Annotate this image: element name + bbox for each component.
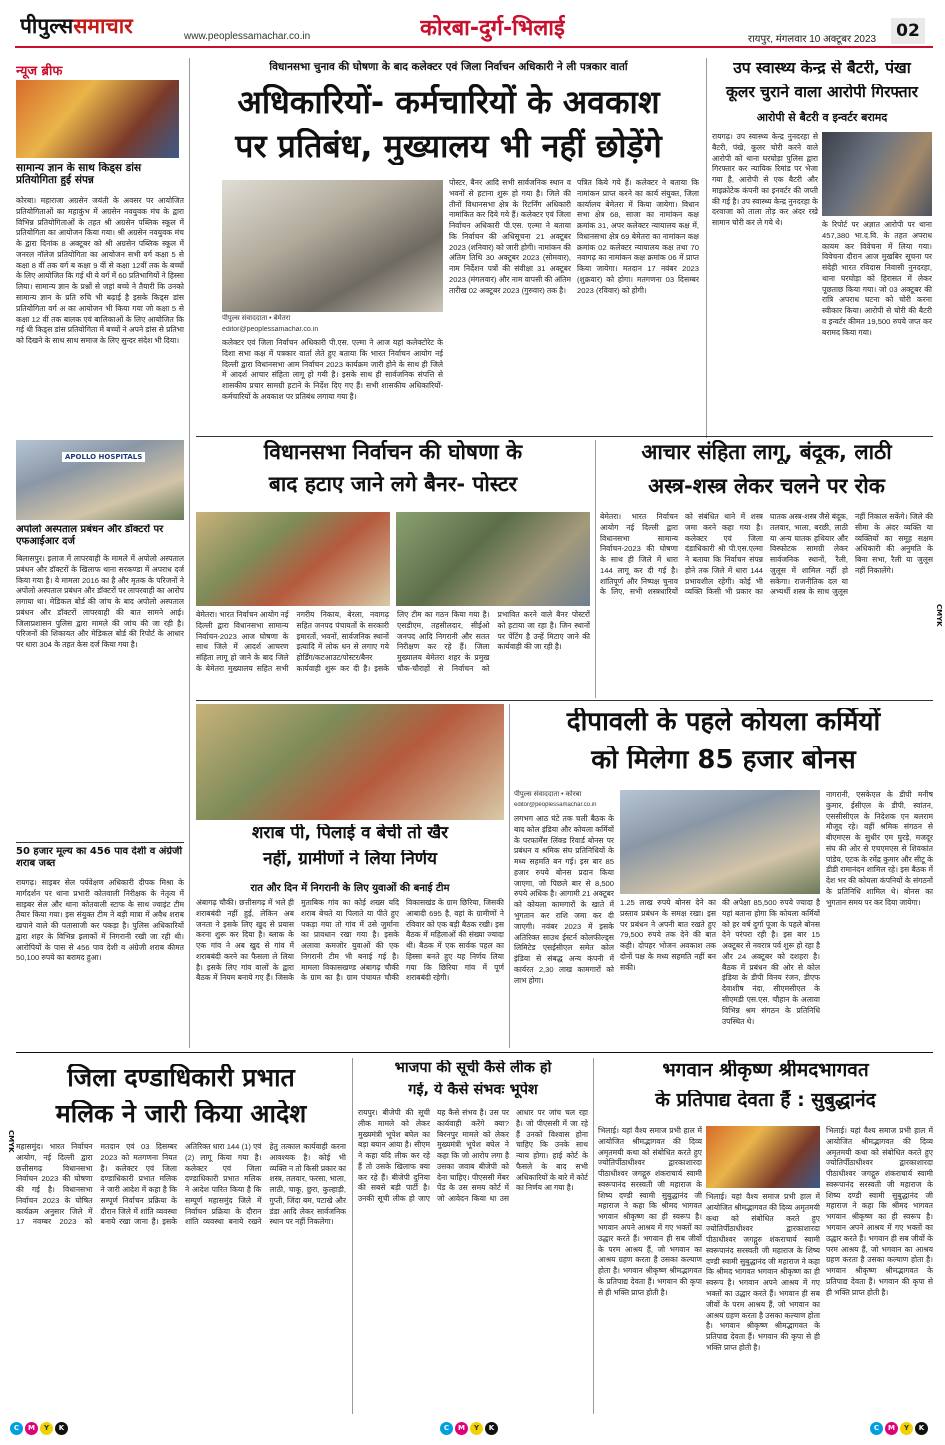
lead-byline: पीपुल्स संवाददाता • बेमेतरा xyxy=(222,315,291,322)
weapons-body: बेमेतरा। भारत निर्वाचन आयोग नई दिल्ली द्वारा विधानसभा सामान्य निर्वाचन-2023 की घोषणा के साथ ही जिले में धारा 144 लागू कर दी गई है। शांतिपूर्ण और निष्पक्ष चुनाव के लिए, सभी शस्त्रधारियों को संबंधित थाने में शस्त्र जमा करने कहा गया है। कलेक्टर एवं जिला दंडाधिकारी श्री पी.एस.एल्मा ने बताया कि निर्वाचन संपन्न होने तक जिले में धारा 144 प्रभावशील रहेगी। कोई भी व्यक्ति किसी भी प्रकार का घातक अस्त्र-शस्त्र जैसे बंदूक, तलवार, भाला, बरछी, लाठी या अन्य घातक हथियार और विस्फोटक सामग्री लेकर सार्वजनिक स्थानों, रैली, जुलूस में शामिल नहीं हो सकेगा। राजनीतिक दल या अभ्यर्थी शस्त्र के साथ जुलूस नहीं निकाल सकेंगे। जिले की सीमा के अंदर व्यक्ति या व्यक्तियों का समूह सक्षम अधिकारी की अनुमति के बिना सभा, रैली या जुलूस नहीं निकालेंगे। xyxy=(600,512,933,597)
liquor-headline-2[interactable]: नहीं, ग्रामीणों ने लिया निर्णय xyxy=(263,850,437,869)
magenta-dot: M xyxy=(885,1422,898,1435)
theft-headline-1[interactable]: उप स्वास्थ्य केन्द्र से बैटरी, पंखा xyxy=(733,60,911,77)
bonus-col-3: नागरानी, एसकेएल के डीपी मनीष कुमार, ईसीएल के डीपी, स्वांतन, एससीसीएल के निदेशक एन बलराम मौजूद रहे। वहीं श्रमिक संगठन से बीएमएस के सुधीर एम घुरड़े, मजदूर संघ की ओर से एचएमएस से शिवकांत पांडेय, एटक के रमेंद्र कुमार और सीटू के डीडी रामानंदन शामिल रहे। इस बैठक में देश भर की कोयला कंपनियों के संगठनों के प्रतिनिधि शामिल थे। बोनस का भुगतान समय पर कर दिया जायेगा। xyxy=(826,790,933,907)
krishna-body-c: भिलाई। यहां वैश्य समाज प्रभी हाल में आयोजित श्रीमद्भागवत की दिव्य अमृतमयी कथा को संबोधित करते हुए ज्योतिर्पीठाधीश्वर द्वारकाशारदा पीठाधीश्वर जगद्गुरु शंकराचार्य स्वामी स्वरूपानंद सरस्वती जी महाराज के शिष्य दण्डी स्वामी सुबुद्धानंद जी महाराज ने कहा कि श्रीमद भागवत भगवान श्रीकृष्ण का ही स्वरूप है। भगवान अपने आश्रय में गए भक्तों का उद्धार करते हैं। भगवान ही सब जीवों के परम आश्रय हैं, जो भगवान का आश्रय ग्रहण करता है उसका कल्याण होता है। भगवान श्रीकृष्ण श्रीमद्भागवत के प्रतिपाद्य देवता हैं। भगवान की कृपा से ही भक्ति प्राप्त होती है। xyxy=(826,1126,933,1297)
magenta-dot: M xyxy=(455,1422,468,1435)
krishna-body-b: भिलाई। यहां वैश्य समाज प्रभी हाल में आयोजित श्रीमद्भागवत की दिव्य अमृतमयी कथा को संबोधित करते हुए ज्योतिर्पीठाधीश्वर द्वारकाशारदा पीठाधीश्वर जगद्गुरु शंकराचार्य स्वामी स्वरूपानंद सरस्वती जी महाराज के शिष्य दण्डी स्वामी सुबुद्धानंद जी महाराज ने कहा कि श्रीमद भागवत भगवान श्रीकृष्ण का ही स्वरूप है। भगवान अपने आश्रय में गए भक्तों का उद्धार करते हैं। भगवान ही सब जीवों के परम आश्रय हैं, जो भगवान का आश्रय ग्रहण करता है उसका कल्याण होता है। भगवान श्रीकृष्ण श्रीमद्भागवत के प्रतिपाद्य देवता हैं। भगवान की कृपा से ही भक्ति प्राप्त होती है। xyxy=(706,1192,820,1352)
black-dot: K xyxy=(55,1422,68,1435)
liquor-headline-1[interactable]: शराब पी, पिलाई व बेची तो खैर xyxy=(251,824,449,843)
theft-col-1: रायगढ़। उप स्वास्थ्य केन्द्र नुनदरहा से बैटरी, पंखे, कूलर चोरी करने वाले आरोपी को थाना घरघोड़ा पुलिस द्वारा गिरफ्तार कर न्यायिक रिमांड पर भेजा गया है, आरोपी से एक बैटरी और माइक्रोटेक कंपनी का इनवर्टर की जप्ती की गई है। उप स्वास्थ्य केन्द्र नुनदरहा के दरवाजा को ताला तोड़ कर अंदर रखे सामान चोरी कर ले गये थे। xyxy=(712,132,818,228)
brief-1-title[interactable]: सामान्य ज्ञान के साथ किड्स डांस प्रतियोगिता हुई संपन्न xyxy=(16,162,142,187)
brief-2-title[interactable]: अपोलो अस्पताल प्रबंधन और डॉक्टरों पर एफआईआर दर्ज xyxy=(16,524,164,547)
edition-city: कोरबा-दुर्ग-भिलाई xyxy=(420,16,565,41)
banner-headline-2[interactable]: बाद हटाए जाने लगे बैनर- पोस्टर xyxy=(268,472,518,496)
brief-1-body: कोरबा। महाराजा अग्रसेन जयंती के अवसर पर आयोजित प्रतियोगिताओं का महाकुंभ में अग्रसेन नवयुवक मंच के द्वारा विभिन्न प्रतियोगिताओं के तहत श्री अग्रसेन पब्लिक स्कूल में प्रतियोगिता का आयोजन किया गया। श्री अग्रसेन नवयुवक मंच के द्वारा दिनांक 8 अक्टूबर को श्री अग्रसेन पब्लिक स्कूल में जनरल नॉलेज प्रतियोगिता का आयोजन सभी वर्ग कक्षा 5 से कक्षा 8 वीं तक वर्ग ब कक्षा 9 वीं से कक्षा 12वीं तक के बच्चों के लिए आयोजित कि गई थी ये वर्ग में 60 प्रतिभागियों ने हिस्सा लिया। सामान्य ज्ञान के प्रश्नों से जहां बच्चे ने तैयारी कि उनको सामान्य ज्ञान के प्रति रुचि भी बढ़ाई है इसके किड्स डांस प्रतियोगिता वर्ग अ का आयोजन भी किया गया जो कक्षा 5 से कक्षा 12 वीं तक बालक एवं बालिकाओं के लिए आयोजित कि गई थी किड्स डांस प्रतियोगिता में बच्चों ने अपने डांस से प्रतिभा को दिखने के साथ साथ समाज के लिए सुन्दर संदेश भी दिया। xyxy=(16,196,184,346)
theft-col-2: के रिपोर्ट पर अज्ञात आरोपी पर थाना 457,380 भा.द.वि. के तहत अपराध कायम कर विवेचना में लिया गया। विवेचना दौरान आज मुखबिर सूचना पर संदेही भारत रविदास निवासी नुनदरहा, थाना घरघोड़ा को हिरासत में लेकर पूछताछ किया गया। जो 03 अक्टूबर की रात्रि अपराध घटना को चोरी करना स्वीकार किया। आरोपी से चोरी की बैटरी व इन्वर्टर कीमत 19,500 रुपये जप्त कर बरामद किया गया। xyxy=(822,220,932,337)
cmyk-side-mark-left: CMYK xyxy=(7,1130,15,1153)
divider xyxy=(196,436,933,437)
bhagwat-katha-photo xyxy=(706,1126,820,1188)
meeting-photo xyxy=(620,790,820,894)
theft-headline-2[interactable]: कूलर चुराने वाला आरोपी गिरफ्तार xyxy=(726,84,918,101)
lead-email[interactable]: editor@peoplessamachar.co.in xyxy=(222,326,319,333)
column-rule xyxy=(352,1058,353,1414)
brief-2-body: बिलासपुर। इलाज में लापरवाही के मामले में अपोलो अस्पताल प्रबंधन और डॉक्टरों के खिलाफ थाना सरकण्डा में अपराध दर्ज किया गया है। ये मामला 2016 का है और मृतक के परिजनों ने अपोलो अस्पताल प्रबंधन और डॉक्टरों पर लापरवाही का आरोप लगाया था। मेडिकल बोर्ड की जांच के बाद अपोलो अस्पताल प्रबंधन और डॉक्टरों लापरवाही की बात सामने आई। जिलाप्रशासन पुलिस द्वारा मामले की जांच की जा रही है। परिजनों की शिकायत और मेडिकल बोर्ड की रिपोर्ट के आधार पर धारा 304 के तहत केस दर्ज किया गया है। xyxy=(16,554,184,650)
divider xyxy=(16,1052,933,1053)
website-url[interactable]: www.peoplessamachar.co.in xyxy=(184,31,311,42)
bjp-body: रायपुर। बीजेपी की सूची लीक मामले को लेकर मुख्यमंत्री भूपेश बघेल का बड़ा बयान आया है। सीएम ने कहा यदि लीक कर रहे हैं तो उसके खिलाफ क्या कर रहे हैं। बीजेपी दुनिया की सबसे बड़ी पार्टी है। उनकी सूची लीक हो जाए यह कैसे संभव है। उस पर कार्यवाही करेंगे क्या? बिरनपुर मामले को लेकर मुख्यमंत्री भूपेश बघेल ने कहा कि जो आरोप लगा है उसका जवाब बीजेपी को देना चाहिए। पीएससी मेंबर पेंड के उस समय कोर्ट में जो आवेदन किया था उस आधार पर जांच चल रहा है। जो पीएससी में जा रहे हैं उनको विश्वास होना चाहिए कि उनके साथ न्याय होगा। हाई कोर्ट के फैसले के बाद सभी अधिकारियों के बारे में कोर्ट का निर्णय आ गया है। xyxy=(358,1108,588,1204)
newspaper-logo[interactable] xyxy=(20,12,160,42)
villagers-photo xyxy=(196,704,504,820)
column-rule xyxy=(509,704,510,1048)
liquor-body: अंबागढ़ चौकी। छत्तीसगढ़ में भले ही शराबबंदी नहीं हुई, लेकिन अब जनता ने इसके लिए खुद से प्रयास करना शुरू कर दिया है। ब्लाक के एक गांव ने अब खुद से गांव में शराबबंदी करने का फैसला ले लिया है। इसके लिए गांव वालों के द्वारा बैठक में नियम बनाये गए हैं। जिसके मुताबिक गांव का कोई शख्स यदि शराब बेचते या पिलाते या पीते हुए पकड़ा गया तो गांव में उसे जुर्माना का प्रावधान रखा गया है। इसके अलावा कमजोर युवाओं की एक निगरानी टीम भी बनाई गई है। मामला विकासखण्ड अंबागढ़ चौकी के ग्राम का है। ग्राम पंचायत चौकी विकासखंड के ग्राम छिरिया, जिसकी आबादी 695 है, वहां के ग्रामीणों ने रविवार को एक बड़ी बैठक रखी। इस बैठक में महिलाओं की संख्या ज्यादा थी। बैठक में एक सार्वक पहल का हिस्सा बनते हुए यह निर्णय लिया गया कि छिरिया गांव में पूर्ण शराबबंदी रहेगी। xyxy=(196,898,504,983)
black-dot: K xyxy=(485,1422,498,1435)
bonus-col-1: लगभग आठ घंटे तक चली बैठक के बाद कोल इंडिया और कोयला कर्मियों के परफार्मेंस लिंक्ड रिवार्ड बोनस पर प्रबंधन व श्रमिक संघ प्रतिनिधियों के मध्य सहमति बन गई। इस बार 85 हजार रुपये बोनस प्रदान किया जाएगा, जो पिछले बार से 8,500 रुपये अधिक है। आगामी 21 अक्टूबर को कोयला कामगारों के खाते में भुगतान कर राशि जमा कर दी जाएगी। नवंबर 2023 में इसके अतिरिक्त साउथ ईस्टर्न कोलफील्ड्स लिमिटेड एसईसीएल समेत कोल इंडिया से संबद्ध अन्य कंपनी में कार्यरत 2,30 लाख कामगारों को लाभ होगा। xyxy=(514,814,614,985)
bjp-headline-2[interactable]: गई, ये कैसे संभवः भूपेश xyxy=(408,1082,538,1098)
lead-headline-1[interactable]: अधिकारियों- कर्मचारियों के अवकाश xyxy=(237,84,660,121)
cyan-dot: C xyxy=(10,1422,23,1435)
header-rule xyxy=(15,46,933,48)
masthead xyxy=(0,0,945,48)
krishna-headline-2[interactable]: के प्रतिपाद्य देवता हैं : सुबुद्धानंद xyxy=(655,1090,876,1111)
registration-marks xyxy=(870,1422,928,1435)
bjp-headline-1[interactable]: भाजपा की सूची कैसे लीक हो xyxy=(394,1060,552,1076)
logo-second-text: समाचार xyxy=(73,13,133,38)
brief-3-title[interactable]: 50 हजार मूल्य का 456 पाव देशी व अंग्रेजी शराब जब्त xyxy=(16,846,183,869)
column-rule xyxy=(189,58,190,1048)
krishna-headline-1[interactable]: भगवान श्रीकृष्ण श्रीमदभागवत xyxy=(662,1060,869,1081)
liquor-subhead: रात और दिन में निगरानी के लिए युवाओं की बनाई टीम xyxy=(250,883,450,894)
column-rule xyxy=(706,58,707,438)
bonus-headline-2[interactable]: को मिलेगा 85 हजार बोनस xyxy=(591,746,856,775)
column-rule xyxy=(595,440,596,698)
registration-marks xyxy=(10,1422,68,1435)
news-brief-label: न्यूज ब्रीफ xyxy=(16,64,63,79)
arrest-photo xyxy=(822,132,932,216)
lead-col-1: कलेक्टर एवं जिला निर्वाचन अधिकारी पी.एस. एल्मा ने आज यहां कलेक्टोरेट के दिशा सभा कक्ष में पत्रकार वार्ता लेते हुए बताया कि भारत निर्वाचन आयोग नई दिल्ली द्वारा विधानसभा आम निर्वाचन 2023 कार्यक्रम जारी होने के साथ ही जिले में आदर्श आचार संहिता लागू हो गयी है। इसके साथ ही सार्वजनिक संपत्ति से शासकीय प्रचार सामग्री हटाने के निर्देश दिए गए हैं। सभी शासकीय अधिकारियों-कर्मचारियों के अवकाश पर प्रतिबंध लगाया गया है। xyxy=(222,338,443,401)
banner-headline-1[interactable]: विधानसभा निर्वाचन की घोषणा के xyxy=(263,440,523,464)
bonus-email[interactable]: editor@peoplessamachar.co.in xyxy=(514,802,597,808)
theft-subhead: आरोपी से बैटरी व इन्वर्टर बरामद xyxy=(756,111,888,124)
bonus-col-2: की अपेक्षा 85,500 रुपये ज्यादा है यहां बताना होगा कि कोयला कर्मियों को हर वर्ष दुर्गा पूजा के पहले बोनस देने परंपरा रही है। इस बार 15 अक्टूबर से नवरात्र पर्व शुरू हो रहा है और 24 अक्टूबर को दशहरा है। बैठक में प्रबंधन की ओर से कोल इंडिया के डीपी विनय रंजन, डीएफ देवाशीष नंदा, सीएमसीएल के सीएमडी एस.एस. चौहान के अलावा विभिन्न श्रम संगठन के प्रतिनिधि उपस्थित थे। xyxy=(722,898,820,1026)
lead-kicker: विधानसभा चुनाव की घोषणा के बाद कलेक्टर एवं जिला निर्वाचन अधिकारी ने ली पत्रकार वार्ता xyxy=(269,61,628,73)
lead-col-3: पत्रित किये गये हैं। कलेक्टर ने बताया कि नामांकन प्राप्त करने का कार्य संयुक्त, जिला कार्यालय बेमेतरा में किया जायेगा। विधान सभा क्षेत्र 68, साजा का नामांकन कक्ष क्रमांक 31, अपर कलेक्टर न्यायालय कक्ष में, विधानसभा क्षेत्र 69 बेमेतरा का नामांकन कक्ष क्रमांक 02 कलेक्टर न्यायालय कक्ष तथा 70 नवागढ़ का नामांकन कक्ष क्रमांक 06 में प्राप्त किया जायेगा। मतदान 17 नवंबर 2023 (शुक्रवार) को होगा। मतगणना 03 दिसम्बर 2023 (रविवार) को होगी। xyxy=(577,178,699,295)
district-headline-2[interactable]: मलिक ने जारी किया आदेश xyxy=(55,1100,307,1128)
dateline: रायपुर, मंगलवार 10 अक्टूबर 2023 xyxy=(748,34,877,45)
krishna-body-a: भिलाई। यहां वैश्य समाज प्रभी हाल में आयोजित श्रीमद्भागवत की दिव्य अमृतमयी कथा को संबोधित करते हुए ज्योतिर्पीठाधीश्वर द्वारकाशारदा पीठाधीश्वर जगद्गुरु शंकराचार्य स्वामी स्वरूपानंद सरस्वती जी महाराज के शिष्य दण्डी स्वामी सुबुद्धानंद जी महाराज ने कहा कि श्रीमद भागवत भगवान श्रीकृष्ण का ही स्वरूप है। भगवान अपने आश्रय में गए भक्तों का उद्धार करते हैं। भगवान ही सब जीवों के परम आश्रय हैं, जो भगवान का आश्रय ग्रहण करता है उसका कल्याण होता है। भगवान श्रीकृष्ण श्रीमद्भागवत के प्रतिपाद्य देवता हैं। भगवान की कृपा से ही भक्ति प्राप्त होती है। xyxy=(598,1126,702,1297)
lead-col-2: पोस्टर, बैनर आदि सभी सार्वजनिक स्थान व भवनों से हटाना शुरू हो गया है। जिले की तीनों विधानसभा क्षेत्र के रिटर्निंग अधिकारी नामांकित कर दिये गये हैं। कलेक्टर एवं जिला निर्वाचन अधिकारी पी.एस. एल्मा ने बताया कि निर्वाचन की अधिसूचना 21 अक्टूबर 2023 (शनिवार) को जारी होगी। नामांकन की अंतिम तिथि 30 अक्टूबर 2023 (सोमवार), नाम निर्देशन पत्रों की संवीक्षा 31 अक्टूबर 2023 (मंगलवार) और नाम वापसी की अंतिम तारीख 02 अक्टूबर 2023 (गुरुवार) तक है। xyxy=(449,178,571,295)
weapons-headline-2[interactable]: अस्त्र-शस्त्र लेकर चलने पर रोक xyxy=(648,474,885,498)
cyan-dot: C xyxy=(870,1422,883,1435)
district-body: महासमुंद। भारत निर्वाचन आयोग, नई दिल्ली द्वारा छत्तीसगढ़ विधानसभा निर्वाचन 2023 की घोषणा की गई है। विधानसभा निर्वाचन 2023 के घोषित कार्यक्रम अनुसार जिले में 17 नवम्बर 2023 को मतदान एवं 03 दिसम्बर 2023 को मतगणना नियत है। कलेक्टर एवं जिला दण्डाधिकारी प्रभात मलिक ने जारी आदेश में कहा है कि सम्पूर्ण निर्वाचन प्रक्रिया के दौरान जिले में शांति व्यवस्था बनाये रखा जाना है। इसके अतिरिक्त धारा 144 (1) एवं (2) लागू किया गया है। कलेक्टर एवं जिला दण्डाधिकारी प्रभात मलिक ने आदेश पारित किया है कि सम्पूर्ण महासमुंद जिले में निर्वाचन प्रक्रिया के दौरान शांति व्यवस्था बनाये रखने हेतु तत्काल कार्यवाही करना आवश्यक है। कोई भी व्यक्ति न तो किसी प्रकार का शस्त्र, तलवार, फरसा, भाला, लाठी, चाकू, छुरा, कुल्हाड़ी, गुप्ती, जिंदा बम, पटाखे और डंडा आदि लेकर सार्वजनिक स्थान पर नहीं निकलेगा। xyxy=(16,1142,346,1227)
yellow-dot: Y xyxy=(470,1422,483,1435)
bonus-caption: 1.25 लाख रुपये बोनस देने का प्रस्ताव प्रबंधन के समक्ष रखा। इस पर प्रबंधन ने अपनी बात रखते हुए 79,500 रुपये तक देने की बात कही। दोपहर भोजन अवकाश तक दोनों पक्ष के मध्य सहमति नहीं बन सकी। xyxy=(620,898,716,972)
banner-body: बेमेतरा। भारत निर्वाचन आयोग नई दिल्ली द्वारा विधानसभा सामान्य निर्वाचन-2023 आज घोषणा के साथ जिले में आदर्श आचरण संहिता लागू हो जाने के बाद जिले के बेमेतरा मुख्यालय सहित सभी नगरीय निकाय, बेरला, नवागढ़ सहित जनपद पंचायतों के सरकारी इमारतों, भवनों, सार्वजनिक स्थानों इत्यादि में लोक धन से लगाए गये होर्डिंग/कटआउट/पोस्टर/बैनर कार्यवाही शुरू कर दी है। इसके लिए टीम का गठन किया गया है। एसडीएम, तहसीलदार, सीईओ जनपद आदि निगरानी और सतत निरीक्षण कर रहे हैं। जिला मुख्यालय बेमेतरा शहर के प्रमुख चौक-चौराहों से निर्वाचन को प्रभावित करने वाले बैनर पोस्टरों को हटाया जा रहा है। जिन स्थानों पर पेंटिंग है उन्हें मिटाए जाने की कार्यवाही की जा रही है। xyxy=(196,610,590,673)
press-conference-photo xyxy=(222,180,443,312)
divider xyxy=(16,842,184,843)
bonus-byline: पीपुल्स संवाददाता • कोरबा xyxy=(514,791,582,798)
logo-main-text: पीपुल्स xyxy=(20,13,74,38)
cyan-dot: C xyxy=(440,1422,453,1435)
magenta-dot: M xyxy=(25,1422,38,1435)
brief-3-body: रायगढ़। साइबर सेल पर्यवेक्षण अधिकारी दीपक मिश्रा के मार्गदर्शन पर थाना प्रभारी कोतवाली निरीक्षक के नेतृत्व में साइबर सेल और थाना कोतवाली स्टाफ के साथ ज्वाइंट टीम तैयार किया गया। इस संयुक्त टीम ने बड़ी मात्रा में अवैध शराब खपाने वाले की पतासाजी कर पकड़ा है। पुलिस अधिकारियों द्वारा शहर के विभिन्न इलाकों में निगरानी रखी जा रही थी। आरोपियों के पास से 456 पाव देशी व अंग्रेजी शराब कीमत 50,100 रुपये का बरामद हुआ। xyxy=(16,878,184,963)
yellow-dot: Y xyxy=(40,1422,53,1435)
hospital-sign: APOLLO HOSPITALS xyxy=(62,452,145,462)
bonus-headline-1[interactable]: दीपावली के पहले कोयला कर्मियों xyxy=(566,708,881,737)
weapons-headline-1[interactable]: आचार संहिता लागू, बंदूक, लाठी xyxy=(641,440,892,464)
banner-removal-photo-1 xyxy=(196,512,390,606)
yellow-dot: Y xyxy=(900,1422,913,1435)
cmyk-side-mark: CMYK xyxy=(935,604,943,627)
lead-headline-2[interactable]: पर प्रतिबंध, मुख्यालय भी नहीं छोड़ेंगे xyxy=(235,128,662,165)
district-headline-1[interactable]: जिला दण्डाधिकारी प्रभात xyxy=(67,1064,295,1092)
page-number: 02 xyxy=(891,18,925,44)
column-rule xyxy=(593,1058,594,1414)
registration-marks xyxy=(440,1422,498,1435)
banner-removal-photo-2 xyxy=(396,512,590,606)
hospital-photo xyxy=(16,440,184,520)
divider xyxy=(196,700,933,701)
dance-competition-photo xyxy=(16,80,179,158)
black-dot: K xyxy=(915,1422,928,1435)
